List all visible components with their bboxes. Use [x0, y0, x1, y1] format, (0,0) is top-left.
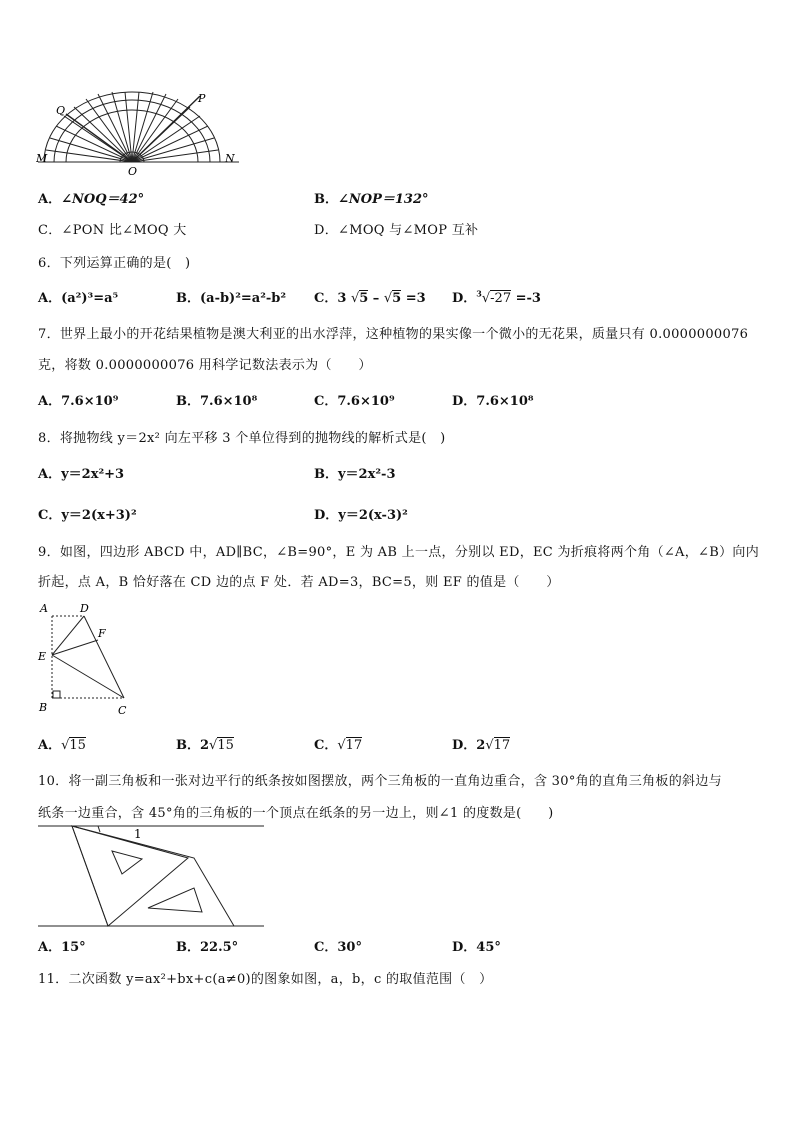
q8-option-d[interactable]: D．y＝2(x-3)²	[314, 508, 408, 523]
protractor-figure	[36, 88, 241, 178]
q5-option-d[interactable]: D．∠MOQ 与∠MOP 互补	[314, 223, 479, 238]
q10-option-b[interactable]: B．22.5°	[176, 940, 239, 955]
q9-option-c[interactable]: C．√17	[314, 738, 363, 753]
label-b: B	[39, 701, 48, 714]
q10-option-a[interactable]: A．15°	[38, 940, 86, 955]
q7-option-d[interactable]: D．7.6×10⁸	[452, 394, 534, 409]
label-d: D	[80, 602, 89, 615]
label-c: C	[118, 704, 127, 717]
q8-option-b[interactable]: B．y＝2x²-3	[314, 467, 396, 482]
q7-option-b[interactable]: B．7.6×10⁸	[176, 394, 258, 409]
q10-option-d[interactable]: D．45°	[452, 940, 501, 955]
q10-stem-line2: 纸条一边重合，含 45°角的三角板的一个顶点在纸条的另一边上，则∠1 的度数是( )	[38, 806, 554, 821]
label-e: E	[38, 650, 47, 663]
q7-stem-line2: 克，将数 0.0000000076 用科学记数法表示为（ ）	[38, 358, 372, 373]
label-p: P	[198, 92, 206, 105]
q9-option-a[interactable]: A．√15	[38, 738, 86, 753]
q6-option-b[interactable]: B．(a-b)²=a²-b²	[176, 291, 287, 306]
q7-option-a[interactable]: A．7.6×10⁹	[38, 394, 119, 409]
q5-option-c[interactable]: C．∠PON 比∠MOQ 大	[38, 223, 187, 238]
q9-option-b[interactable]: B．2√15	[176, 738, 234, 753]
q6-option-c[interactable]: C．3 √5 – √5 =3	[314, 291, 426, 306]
q8-stem: 8．将抛物线 y＝2x² 向左平移 3 个单位得到的抛物线的解析式是( )	[38, 431, 446, 446]
q10-option-c[interactable]: C．30°	[314, 940, 362, 955]
q8-option-c[interactable]: C．y＝2(x+3)²	[38, 508, 137, 523]
q8-option-a[interactable]: A．y＝2x²+3	[38, 467, 125, 482]
label-f: F	[98, 627, 106, 640]
q6-stem: 6．下列运算正确的是( )	[38, 256, 191, 271]
label-m: M	[36, 152, 48, 165]
q7-stem-line1: 7．世界上最小的开花结果植物是澳大利亚的出水浮萍，这种植物的果实像一个微小的无花果，质量只有 0.0000000076	[38, 327, 749, 342]
q11-stem: 11．二次函数 y=ax²+bx+c(a≠0)的图象如图，a，b，c 的取值范围（ ）	[38, 972, 493, 987]
q9-stem-line1: 9．如图，四边形 ABCD 中，AD∥BC，∠B=90°，E 为 AB 上一点，分别以 ED，EC 为折痕将两个角（∠A，∠B）向内	[38, 545, 759, 560]
label-a: A	[40, 602, 48, 615]
q5-option-a[interactable]: A．∠NOQ＝42°	[38, 192, 145, 207]
q9-option-d[interactable]: D．2√17	[452, 738, 511, 753]
q10-stem-line1: 10．将一副三角板和一张对边平行的纸条按如图摆放，两个三角板的一直角边重合，含 30°角的直角三角板的斜边与	[38, 774, 722, 789]
q9-stem-line2: 折起，点 A，B 恰好落在 CD 边的点 F 处．若 AD=3，BC=5，则 EF 的值是（ ）	[38, 575, 560, 590]
label-q: Q	[56, 104, 66, 117]
q6-option-d[interactable]: D．$^3$√-27 =-3	[452, 288, 541, 306]
angle-1-label: 1	[134, 827, 142, 841]
label-o: O	[128, 165, 138, 178]
quadrilateral-figure	[36, 600, 132, 718]
q6-option-a[interactable]: A．(a²)³=a⁵	[38, 291, 119, 306]
triangle-ruler-figure	[38, 820, 268, 930]
label-n: N	[225, 152, 235, 165]
q7-option-c[interactable]: C．7.6×10⁹	[314, 394, 395, 409]
q5-option-b[interactable]: B．∠NOP＝132°	[314, 192, 429, 207]
